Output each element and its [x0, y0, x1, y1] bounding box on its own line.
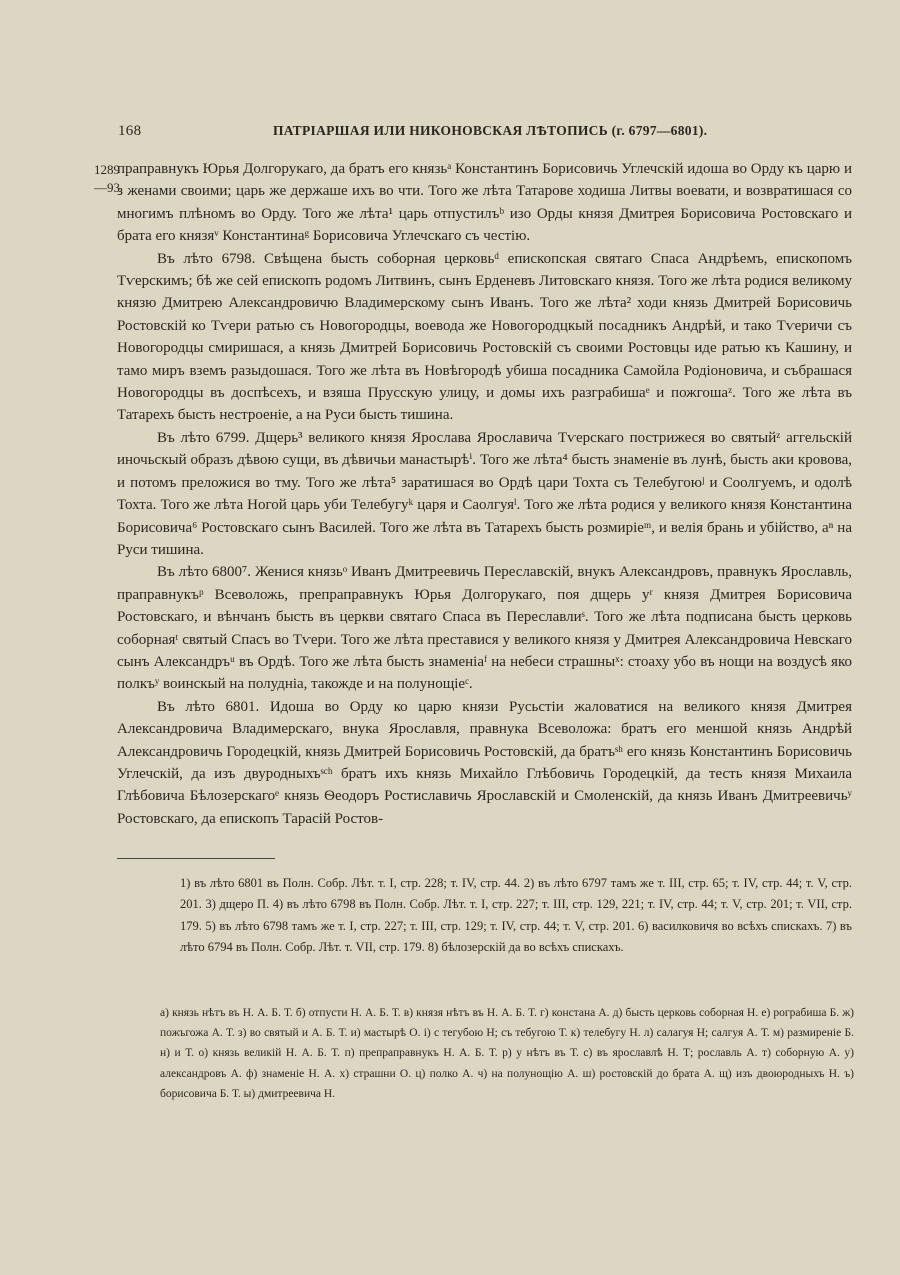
variant-readings	[160, 1003, 854, 1104]
footnote-text: 1) въ лѣто 6801 въ Полн. Собр. Лѣт. т. I, стр. 228; т. IV, стр. 44. 2) въ лѣто 6797 тамъ же т. III, стр. 65; т. IV, стр. 44; т. V, стр. 201. 3) дщеро П. 4) въ лѣто 6798 въ Полн. Собр. Лѣт. т. I, стр. 227; т. III, стр. 129, 221; т. IV, стр. 44; т. V, стр. 201; т. VII, стр. 179. 5) въ лѣто 6798 тамъ же т. I, стр. 227; т. III, стр. 129; т. IV, стр. 44; т. V, стр. 201. 6) василковичя во всѣхъ спискахъ. 7) въ лѣто 6794 въ Полн. Собр. Лѣт. т. VII, стр. 179. 8) бѣлозерскій да во всѣхъ спискахъ.	[180, 876, 852, 954]
paragraph: Въ лѣто 6800⁷. Женися князьᵒ Иванъ Дмитреевичь Переславскій, внукъ Александровъ, правнукъ Ярославль, праправнукъᵖ Всеволожь, препраправнукъ Юрья Долгорукаго, поя дщерь уʳ князя Дмитрея Борисовича Ростовскаго, и вѣнчанъ бысть въ церкви святаго Спаса въ Переславлиˢ. Того же лѣта подписана бысть церковь соборнаяᵗ святый Спасъ во Тѵери. Того же лѣта преставися у великого князя у Дмитрея Александровича Невскаго сынъ Александръᵘ въ Ордѣ. Того же лѣта бысть знаменіаᶠ на небеси страшныˣ: стоаху убо въ нощи на воздусѣ яко полкъʸ воинскый на полудніа, такожде и на полунощіеᶜ.	[117, 564, 852, 693]
paragraph: праправнукъ Юрья Долгорукаго, да братъ его князьᵃ Константинъ Борисовичь Углечскій идоша во Орду къ царю и з женами своими; царь же держаше ихъ во чти. Того же лѣта Татарове ходиша Литвы воевати, и возвратишася со многимъ плѣномъ во Орду. Того же лѣта¹ царь отпустилъᵇ изо Орды князя Дмитрея Борисовича Ростовскаго и брата его князяᵛ Константинаᵍ Борисовича Углечскаго съ честію.	[117, 161, 852, 245]
margin-year-range: —93	[94, 180, 120, 195]
paragraph: Въ лѣто 6801. Идоша во Орду ко царю князи Русьстіи жаловатися на великого князя Дмитрея Александровича Владимерскаго, внука Ярославля, правнука Всеволожа: братъ его меншой князь Андрѣй Александровичь Городецкій, князь Дмитрей Борисовичь Ростовскій, да братъˢʰ его князь Константинъ Борисовичь Углечскій, да изъ двуродныхъˢᶜʰ братъ ихъ князь Михайло Глѣбовичь Городецкій, да тесть князя Михаила Глѣбовича Бѣлозерскагоᵉ князь Ѳеодоръ Ростиславичь Ярославскій и Смоленскій, да князь Иванъ Дмитреевичьʸ Ростовскаго, да епископъ Тарасій Ростов-	[117, 698, 852, 827]
variant-text: а) князь нѣтъ въ Н. А. Б. Т. б) отпусти Н. А. Б. Т. в) князя нѣтъ въ Н. А. Б. Т. г) констана А. д) бысть церковь соборная Н. е) рограбиша Б. ж) пожъгожа А. Т. з) во святый и А. Б. Т. и) мастырѣ О. і) с тегубою Н; съ тебугою Т. к) телебугу Н. л) салагуя Н; салгуя А. Т. м) размиреніе Б. н) и Т. о) князь великій Н. А. Б. Т. п) препраправнукъ Н. А. Б. Т. р) у нѣтъ въ Т. с) въ ярославлѣ Н. Т; рославль А. т) соборную А. у) александровъ А. ф) знаменіе Н. А. х) страшни О. ц) полко А. ч) на полунощію А. ш) ростовскій до брата А. щ) изъ двоюродныхъ Н. ъ) борисовича Б. Т. ы) дмитреевича Н.	[160, 1007, 854, 1100]
paragraph: Въ лѣто 6798. Свѣщена бысть соборная церковьᵈ епископская святаго Спаса Андрѣемъ, епископомъ Тѵерскимъ; бѣ же сей епископъ родомъ Литвинъ, сынъ Ерденевъ Литовскаго князя. Того же лѣта родися великому князю Дмитрею Александровичю Владимерскому сынъ Иванъ. Того же лѣта² ходи князь Дмитрей Борисовичь Ростовскій ко Тѵери ратью съ Новогородцы, воевода же Новогородцкый посадникъ Андрѣй, и тако Тѵеричи съ Новогородцы смиришася, а князь Дмитрей Борисовичь Ростовскій съ своими Ростовцы иде ратью къ Кашину, и тамо миръ вземъ разыдошася. Того же лѣта въ Новѣгородѣ убиша посадника Самойла Родіоновича, и събрашася Новогородцы въ доспѣсехъ, и взяша Прусскую улицу, и домы ихъ разграбишаᵉ и пожгошаᶻ. Того же лѣта въ Татарехъ бысть нестроеніе, а на Руси бысть тишина.	[117, 250, 852, 424]
footnote-rule	[117, 858, 275, 859]
footnotes	[180, 873, 852, 958]
running-title: ПАТРІАРШАЯ ИЛИ НИКОНОВСКАЯ ЛѢТОПИСЬ (г. 6797—6801).	[273, 123, 708, 138]
paragraph: Въ лѣто 6799. Дщерь³ великого князя Ярослава Ярославича Тѵерскаго пострижеся во святыйᶻ аггельскій иночьскый образъ дѣвою сущи, въ дѣвичьи манастырѣⁱ. Того же лѣта⁴ бысть знаменіе въ лунѣ, бысть аки кровова, и потомъ преложися во тму. Того же лѣта⁵ заратишася во Ордѣ цари Тохта съ Телебугоюʲ и Соолгуемъ, и одолѣ Тохта. Того же лѣта Ногой царь уби Телебугуᵏ царя и Саолгуяˡ. Того же лѣта родися у великого князя Константина Борисовича⁶ Ростовскаго сынъ Василей. Того же лѣта въ Татарехъ бысть розмиріеᵐ, и велія брань и убійство, аⁿ на Руси тишина.	[117, 429, 852, 558]
margin-year: 1289	[94, 162, 120, 177]
main-text	[117, 158, 852, 830]
page-number: 168	[118, 123, 142, 139]
